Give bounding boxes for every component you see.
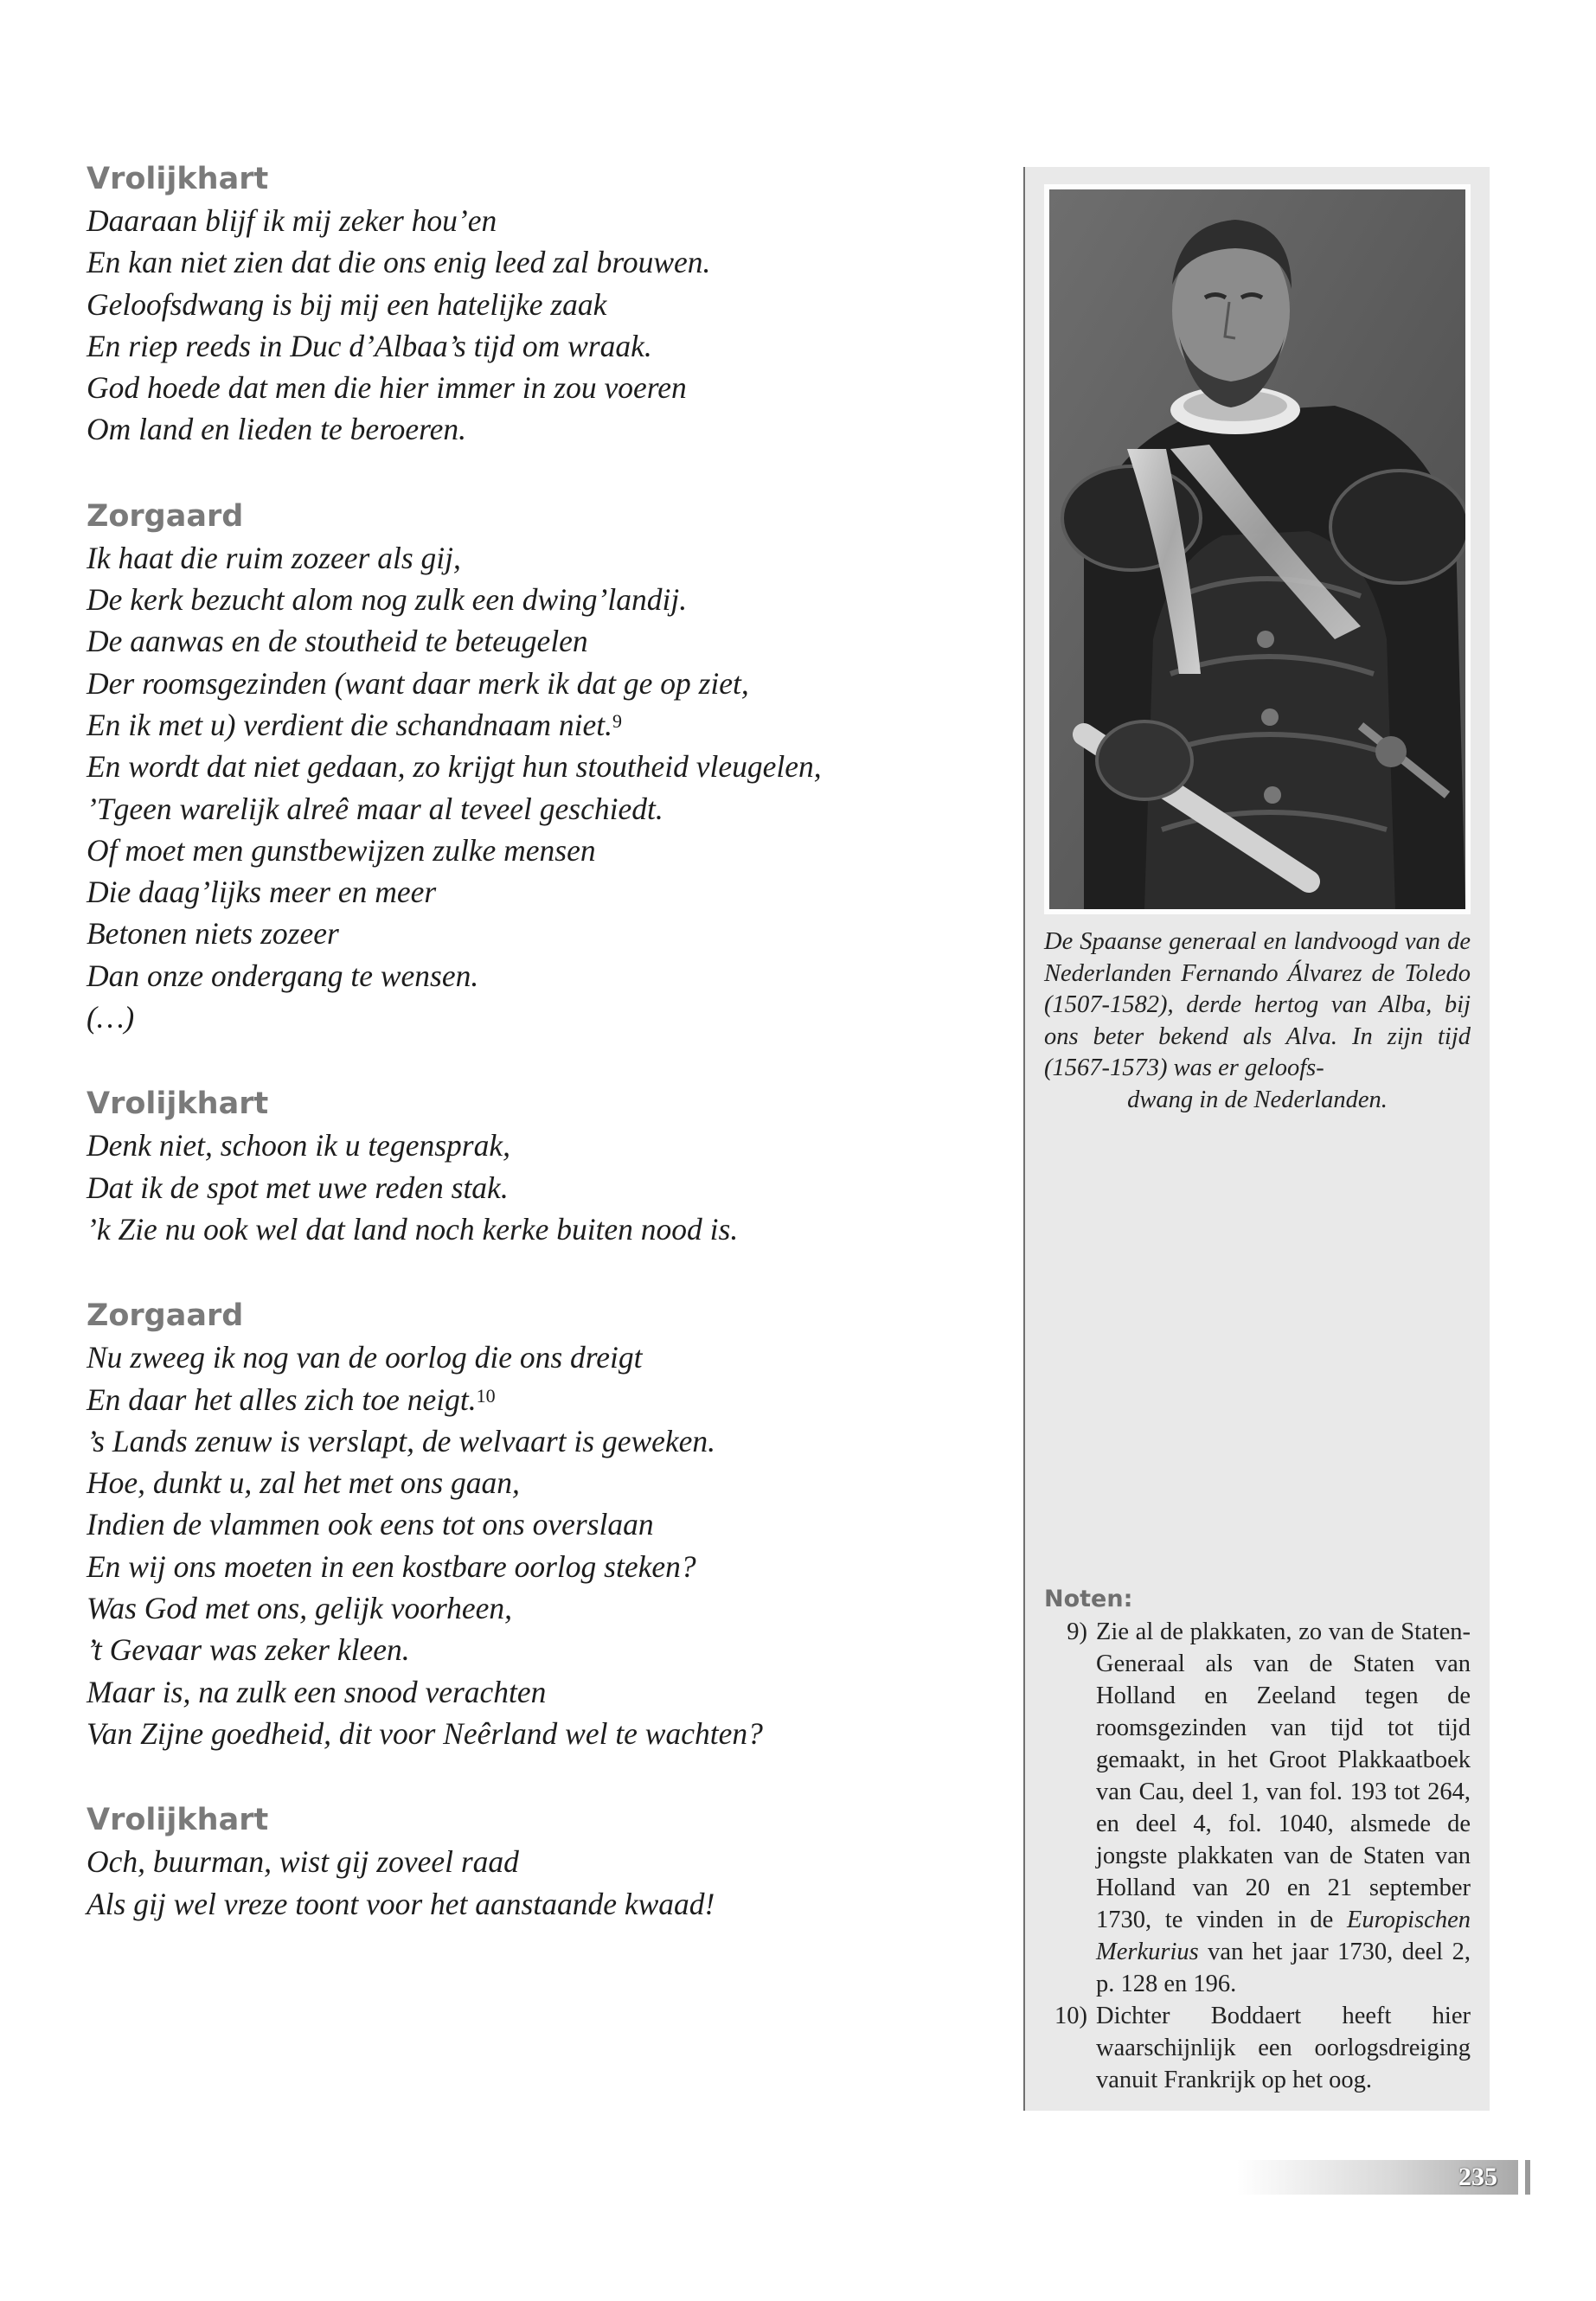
verse-line: Of moet men gunstbewijzen zulke mensen bbox=[87, 832, 596, 868]
verse-line: Daaraan blijf ik mij zeker hou’en bbox=[87, 203, 497, 238]
notes-section bbox=[1044, 1583, 1471, 2096]
verse-line: Om land en lieden te beroeren. bbox=[87, 412, 467, 447]
verse-line: Der roomsgezinden (want daar merk ik dat ge op ziet, bbox=[87, 665, 749, 701]
page-number-bar bbox=[1237, 2160, 1518, 2195]
verse-line: Ik haat die ruim zozeer als gij, bbox=[87, 540, 461, 575]
caption-text-last: dwang in de Nederlanden. bbox=[1127, 1086, 1388, 1113]
footnote-text-part: van het jaar 1730, deel 2, p. 128 en 196. bbox=[1096, 1939, 1471, 1997]
speaker-name: Vrolijkhart bbox=[87, 162, 269, 196]
portrait-caption bbox=[1044, 926, 1471, 1117]
speech-block bbox=[87, 1295, 1003, 1754]
verse-text: En ik met u) verdient die schandnaam niet. bbox=[87, 707, 612, 742]
footnote bbox=[1044, 2000, 1471, 2096]
speech-block bbox=[87, 158, 1003, 451]
verse-line: En wordt dat niet gedaan, zo krijgt hun stoutheid vleugelen, bbox=[87, 749, 822, 785]
verse-line: God hoede dat men die hier immer in zou voeren bbox=[87, 370, 687, 406]
footnote-ref[interactable]: 10 bbox=[476, 1384, 496, 1407]
speech-block bbox=[87, 1083, 1003, 1250]
portrait-frame bbox=[1044, 184, 1471, 914]
verse-line: Dan onze ondergang te wensen. bbox=[87, 958, 479, 993]
footnote-text bbox=[1096, 1616, 1471, 2000]
verse-line: Geloofsdwang is bij mij een hatelijke zaak bbox=[87, 286, 607, 322]
speech-block bbox=[87, 1799, 1003, 1925]
verse-line: Als gij wel vreze toont voor het aanstaande kwaad! bbox=[87, 1886, 715, 1921]
verse-line: Maar is, na zulk een snood verachten bbox=[87, 1674, 547, 1709]
verse-line: En wij ons moeten in een kostbare oorlog steken? bbox=[87, 1548, 696, 1584]
verse-line: Nu zweeg ik nog van de oorlog die ons dreigt bbox=[87, 1340, 643, 1375]
verse-line: Dat ik de spot met uwe reden stak. bbox=[87, 1170, 509, 1205]
verse-line: (…) bbox=[87, 1000, 135, 1035]
verse-line: En kan niet zien dat die ons enig leed zal brouwen. bbox=[87, 245, 711, 280]
verse-line: Betonen niets zozeer bbox=[87, 916, 339, 952]
verse-line: De kerk bezucht alom nog zulk een dwing’landij. bbox=[87, 582, 688, 618]
verse-line: En riep reeds in Duc d’Albaa’s tijd om wraak. bbox=[87, 328, 652, 363]
footnote-text: Dichter Boddaert heeft hier waarschijnlijk een oorlogsdreiging vanuit Frankrijk op het oog. bbox=[1096, 2003, 1471, 2093]
verse-line: ’s Lands zenuw is verslapt, de welvaart is geweken. bbox=[87, 1423, 716, 1458]
verse-line: Denk niet, schoon ik u tegensprak, bbox=[87, 1128, 510, 1163]
verse-line bbox=[87, 704, 1003, 746]
portrait-illustration bbox=[1049, 189, 1465, 909]
footnote-text-part: Zie al de plakkaten, zo van de Staten-Generaal als van de Staten van Holland en Zeeland tegen de roomsgezinden van tijd tot tijd gemaakt, in het Groot Plakkaatboek van Cau, deel 1, van fol. 193 tot 264, en deel 4, fol. 1040, alsmede de jongste plakkaten van de Staten van Holland van 20 en 21 september 1730, te vinden in de bbox=[1096, 1618, 1471, 1933]
footnote bbox=[1044, 1616, 1471, 2000]
verse-line: Indien de vlammen ook eens tot ons overslaan bbox=[87, 1507, 654, 1542]
speaker-name: Vrolijkhart bbox=[87, 1803, 269, 1838]
verse-line: ’t Gevaar was zeker kleen. bbox=[87, 1632, 410, 1668]
verse-line bbox=[87, 1379, 1003, 1420]
footnote-number: 10) bbox=[1054, 2003, 1087, 2029]
verse-line: ’Tgeen warelijk alreê maar al teveel geschiedt. bbox=[87, 791, 663, 826]
verse-text: En daar het alles zich toe neigt. bbox=[87, 1381, 477, 1417]
verse-line: Was God met ons, gelijk voorheen, bbox=[87, 1591, 513, 1626]
notes-heading: Noten: bbox=[1044, 1586, 1133, 1612]
speech-block bbox=[87, 496, 1003, 1039]
dialogue-column bbox=[87, 158, 1003, 1970]
footnote-title: Europischen Merkurius bbox=[1096, 1907, 1471, 1965]
page-number: 235 bbox=[1458, 2163, 1497, 2191]
verse-line: ’k Zie nu ook wel dat land noch kerke buiten nood is. bbox=[87, 1211, 739, 1247]
speaker-name: Zorgaard bbox=[87, 1298, 244, 1334]
sidebar-panel bbox=[1023, 167, 1490, 2111]
page-number-tick bbox=[1525, 2160, 1530, 2195]
footnote-number: 9) bbox=[1067, 1618, 1087, 1645]
caption-text: De Spaanse generaal en landvoogd van de Nederlanden Fernando Álvarez de Toledo (1507-1582), derde hertog van Alba, bij ons beter bekend als Alva. In zijn tijd (1567-1573) was er geloofs- bbox=[1044, 928, 1471, 1082]
portrait-image bbox=[1049, 189, 1465, 909]
verse-line: Och, buurman, wist gij zoveel raad bbox=[87, 1844, 519, 1880]
speaker-name: Vrolijkhart bbox=[87, 1086, 269, 1122]
speaker-name: Zorgaard bbox=[87, 498, 244, 534]
verse-line: De aanwas en de stoutheid te beteugelen bbox=[87, 624, 588, 659]
verse-line: Hoe, dunkt u, zal het met ons gaan, bbox=[87, 1465, 520, 1501]
verse-line: Van Zijne goedheid, dit voor Neêrland wel te wachten? bbox=[87, 1715, 763, 1751]
verse-line: Die daag’lijks meer en meer bbox=[87, 875, 437, 910]
footnote-ref[interactable]: 9 bbox=[612, 709, 622, 732]
